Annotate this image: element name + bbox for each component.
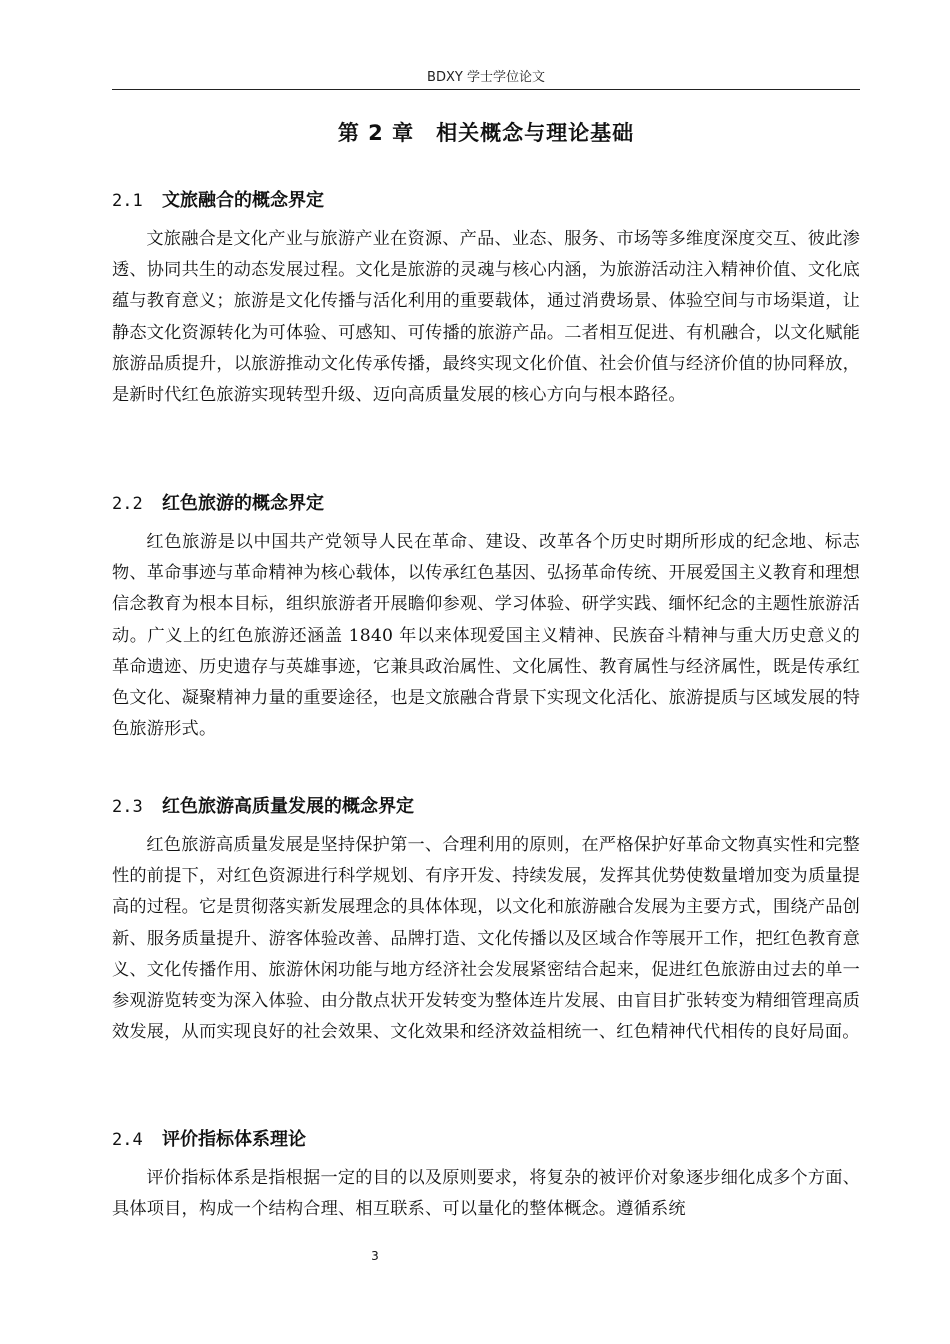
header-divider	[112, 89, 860, 90]
section-2-2	[112, 487, 860, 745]
section-2-1	[112, 184, 860, 411]
section-heading	[112, 184, 860, 218]
section-heading	[112, 1123, 860, 1157]
running-header: BDXY 学士学位论文	[427, 70, 545, 85]
section-number: 2.2	[112, 494, 143, 514]
section-paragraph: 红色旅游高质量发展是坚持保护第一、合理利用的原则，在严格保护好革命文物真实性和完整性的前提下，对红色资源进行科学规划、有序开发、持续发展，发挥其优势使数量增加变为质量提高的过程。它是贯彻落实新发展理念的具体体现，以文化和旅游融合发展为主要方式，围绕产品创新、服务质量提升、游客体验改善、品牌打造、文化传播以及区域合作等展开工作，把红色教育意义、文化传播作用、旅游休闲功能与地方经济社会发展紧密结合起来，促进红色旅游由过去的单一参观游览转变为深入体验、由分散点状开发转变为整体连片发展、由盲目扩张转变为精细管理高质效发展，从而实现良好的社会效果、文化效果和经济效益相统一、红色精神代代相传的良好局面。	[112, 835, 860, 1043]
section-heading	[112, 487, 860, 521]
page-number: 3	[371, 1249, 379, 1263]
section-number: 2.4	[112, 1130, 143, 1150]
section-title: 评价指标体系理论	[162, 1129, 306, 1150]
section-paragraph: 文旅融合是文化产业与旅游产业在资源、产品、业态、服务、市场等多维度深度交互、彼此渗透、协同共生的动态发展过程。文化是旅游的灵魂与核心内涵，为旅游活动注入精神价值、文化底蕴与教育意义；旅游是文化传播与活化利用的重要载体，通过消费场景、体验空间与市场渠道，让静态文化资源转化为可体验、可感知、可传播的旅游产品。二者相互促进、有机融合，以文化赋能旅游品质提升，以旅游推动文化传承传播，最终实现文化价值、社会价值与经济价值的协同释放，是新时代红色旅游实现转型升级、迈向高质量发展的核心方向与根本路径。	[112, 229, 860, 406]
section-2-3	[112, 790, 860, 1048]
section-number: 2.3	[112, 797, 143, 817]
section-2-4	[112, 1123, 860, 1225]
section-paragraph: 红色旅游是以中国共产党领导人民在革命、建设、改革各个历史时期所形成的纪念地、标志物、革命事迹与革命精神为核心载体，以传承红色基因、弘扬革命传统、开展爱国主义教育和理想信念教育为根本目标，组织旅游者开展瞻仰参观、学习体验、研学实践、缅怀纪念的主题性旅游活动。广义上的红色旅游还涵盖 1840 年以来体现爱国主义精神、民族奋斗精神与重大历史意义的革命遗迹、历史遗存与英雄事迹，它兼具政治属性、文化属性、教育属性与经济属性，既是传承红色文化、凝聚精神力量的重要途径，也是文旅融合背景下实现文化活化、旅游提质与区域发展的特色旅游形式。	[112, 532, 860, 740]
section-title: 红色旅游的概念界定	[162, 493, 324, 514]
section-number: 2.1	[112, 191, 143, 211]
section-title: 红色旅游高质量发展的概念界定	[162, 796, 414, 817]
section-paragraph: 评价指标体系是指根据一定的目的以及原则要求，将复杂的被评价对象逐步细化成多个方面、具体项目，构成一个结构合理、相互联系、可以量化的整体概念。遵循系统	[112, 1168, 860, 1220]
section-heading	[112, 790, 860, 824]
section-title: 文旅融合的概念界定	[162, 190, 324, 211]
chapter-title: 第 2 章 相关概念与理论基础	[337, 121, 635, 145]
